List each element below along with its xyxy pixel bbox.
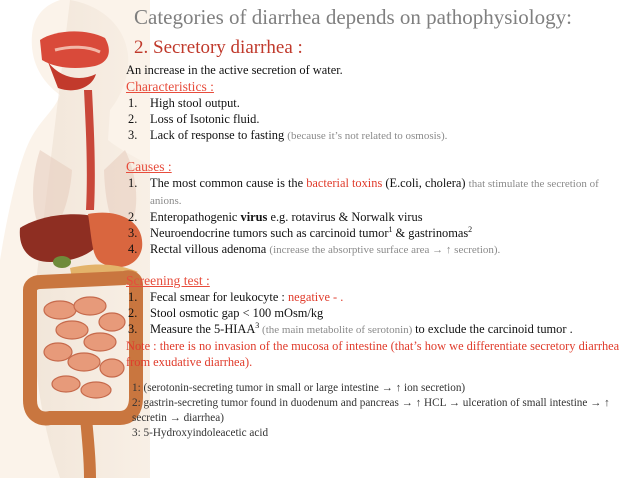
slide-content (126, 62, 632, 441)
slide-title: Categories of diarrhea depends on pathophysiology: (134, 5, 572, 29)
list-item (126, 95, 632, 111)
list-text: & gastrinomas (392, 226, 469, 240)
list-text: High stool output. (150, 96, 240, 110)
list-item (126, 209, 632, 225)
list-text: The most common cause is the (150, 176, 307, 190)
list-item (126, 321, 632, 338)
list-number: 1. (128, 290, 138, 304)
list-number: 3. (128, 322, 138, 336)
bacterial-toxins-text: bacterial toxins (306, 176, 383, 190)
list-item (126, 175, 632, 209)
list-number: 2. (128, 210, 138, 224)
list-note: (because it’s not related to osmosis). (287, 130, 448, 142)
causes-list (126, 175, 632, 258)
list-item (126, 241, 632, 258)
list-number: 2. (128, 306, 138, 320)
list-item (126, 225, 632, 241)
list-text: Fecal smear for leukocyte : (150, 290, 288, 304)
footnote-ref: 2 (468, 224, 473, 234)
footnote-ref: 1 (388, 224, 393, 234)
causes-heading: Causes : (126, 159, 172, 174)
footnote: 2: gastrin-secreting tumor found in duodenum and pancreas → ↑ HCL → ulceration of small intestine → ↑ secretin → diarrhea) (132, 397, 610, 424)
list-number: 2. (128, 112, 138, 126)
screening-heading: Screening test : (126, 273, 210, 288)
list-text: Stool osmotic gap < 100 mOsm/kg (150, 306, 324, 320)
list-text: (E.coli, cholera) (382, 176, 469, 190)
footnote-ref: 3 (255, 320, 260, 330)
list-note: (the main metabolite of serotonin) (259, 324, 416, 336)
note-text: Note : there is no invasion of the mucosa of intestine (that’s how we differentiate secretory diarrhea from exudative diarrhea). (126, 339, 620, 369)
list-text: Enteropathogenic (150, 210, 241, 224)
list-text: e.g. rotavirus & Norwalk virus (267, 210, 423, 224)
list-item (126, 127, 632, 144)
list-item (126, 111, 632, 127)
screening-list (126, 289, 632, 338)
list-text: Neuroendocrine tumors such as carcinoid tumor (150, 226, 389, 240)
list-text: Measure the 5-HIAA (150, 322, 256, 336)
list-item (126, 305, 632, 321)
list-number: 3. (128, 128, 138, 142)
list-text: Lack of response to fasting (150, 128, 288, 142)
footnote: 3: 5-Hydroxyindoleacetic acid (132, 427, 269, 439)
characteristics-heading: Characteristics : (126, 79, 214, 94)
list-number: 1. (128, 96, 138, 110)
virus-text: virus (240, 210, 268, 224)
list-note: (increase the absorptive surface area → ↑ secretion). (269, 244, 501, 256)
intro-text: An increase in the active secretion of water. (126, 63, 343, 77)
list-note: that stimulate the secretion of anions. (150, 178, 599, 207)
list-text: to exclude the carcinoid tumor . (415, 322, 573, 336)
list-item (126, 289, 632, 305)
list-number: 4. (128, 242, 138, 256)
slide-subtitle: 2. Secretory diarrhea : (134, 37, 303, 58)
characteristics-list (126, 95, 632, 144)
list-number: 3. (128, 226, 138, 240)
negative-text: negative - . (287, 290, 344, 304)
footnote: 1: (serotonin-secreting tumor in small or large intestine → ↑ ion secretion) (132, 382, 466, 394)
list-text: Rectal villous adenoma (150, 242, 270, 256)
list-number: 1. (128, 176, 138, 190)
list-text: Loss of Isotonic fluid. (150, 112, 260, 126)
footnotes (126, 381, 632, 441)
